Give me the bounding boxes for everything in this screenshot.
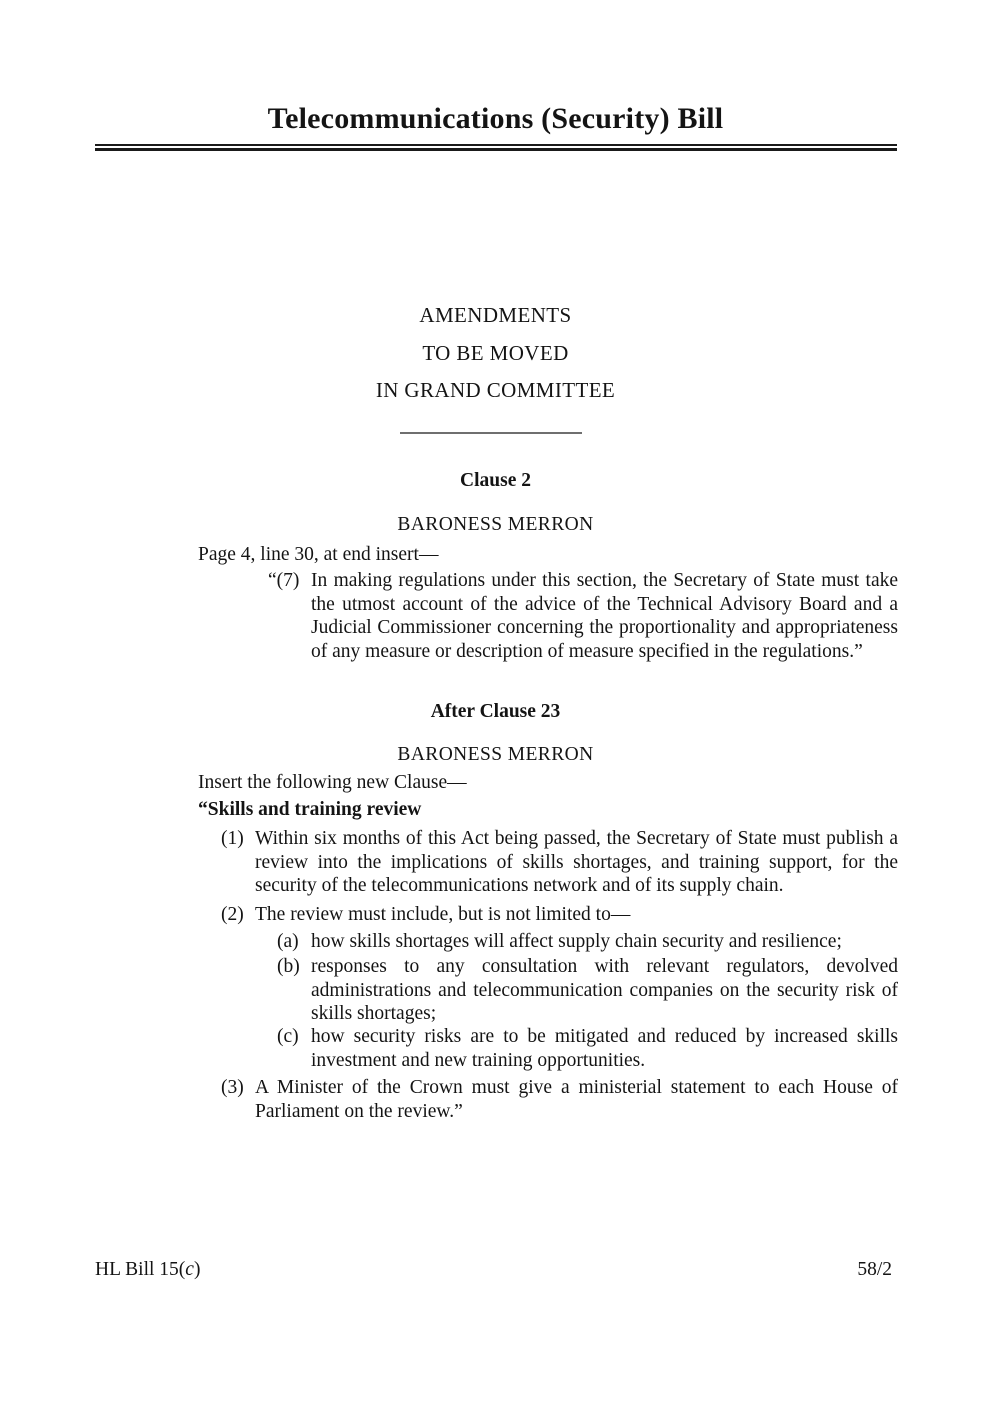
- amendment2-mover-name: BARONESS MERRON: [397, 744, 594, 765]
- subsection-2-item-b: [277, 955, 898, 1026]
- amendment2-clause-heading: After Clause 23: [430, 701, 561, 722]
- footer-bill-ref-italic: c: [185, 1259, 194, 1280]
- subsection-1: [221, 827, 898, 898]
- committee-heading-line-3: IN GRAND COMMITTEE: [375, 378, 616, 402]
- item-b-text: responses to any consultation with relevant regulators, devolved administrations and telecommunication companies on the security risk of skills shortages;: [311, 956, 898, 1024]
- subsection-2-text: The review must include, but is not limited to—: [255, 904, 631, 925]
- page-title: Telecommunications (Security) Bill: [267, 102, 724, 135]
- subsection-2: [221, 903, 898, 927]
- paragraph-7-text: In making regulations under this section, the Secretary of State must take the utmost account of the advice of the Technical Advisory Board and a Judicial Commissioner concerning the proportionality and appropriateness of any measure or description of measure specified in the regulations.”: [311, 570, 898, 662]
- subsection-3-text: A Minister of the Crown must give a ministerial statement to each House of Parliament on the review.”: [255, 1077, 898, 1122]
- item-c-text: how security risks are to be mitigated and reduced by increased skills investment and new training opportunities.: [311, 1026, 898, 1071]
- section-divider-rule: [400, 432, 582, 434]
- amendment1-instruction: Page 4, line 30, at end insert—: [198, 544, 439, 565]
- amendment2-instruction: Insert the following new Clause—: [198, 772, 467, 793]
- amendment1-clause-heading: Clause 2: [460, 470, 531, 491]
- footer-bill-reference: [95, 1259, 200, 1281]
- subsection-1-text: Within six months of this Act being passed, the Secretary of State must publish a review into the implications of skills shortages, and training support, for the security of the telecommunications network and of its supply chain.: [255, 828, 898, 896]
- item-a-label: (a): [277, 931, 299, 952]
- title-rule-thin-line: [95, 144, 897, 146]
- subsection-1-label: (1): [221, 828, 244, 849]
- new-clause-title: “Skills and training review: [198, 799, 422, 820]
- footer-amendment-reference: 58/2: [857, 1259, 892, 1280]
- item-a-text: how skills shortages will affect supply chain security and resilience;: [311, 931, 842, 952]
- committee-heading-line-2: TO BE MOVED: [422, 340, 569, 365]
- title-rule-thick-line: [95, 148, 897, 151]
- amendment1-mover-name: BARONESS MERRON: [397, 514, 594, 535]
- subsection-2-label: (2): [221, 904, 244, 925]
- subsection-3: [221, 1076, 898, 1123]
- item-c-label: (c): [277, 1026, 299, 1047]
- title-double-rule: [95, 144, 897, 151]
- footer-bill-ref-prefix: HL Bill 15(: [95, 1259, 186, 1280]
- amendment1-paragraph-7: [268, 569, 898, 663]
- subsection-3-label: (3): [221, 1077, 244, 1098]
- footer-bill-ref-suffix: ): [193, 1259, 201, 1280]
- paragraph-7-label: “(7): [268, 570, 300, 591]
- committee-heading: [0, 297, 991, 410]
- item-b-label: (b): [277, 956, 300, 977]
- subsection-2-item-c: [277, 1025, 898, 1072]
- committee-heading-line-1: AMENDMENTS: [419, 303, 572, 327]
- subsection-2-item-a: [277, 930, 898, 954]
